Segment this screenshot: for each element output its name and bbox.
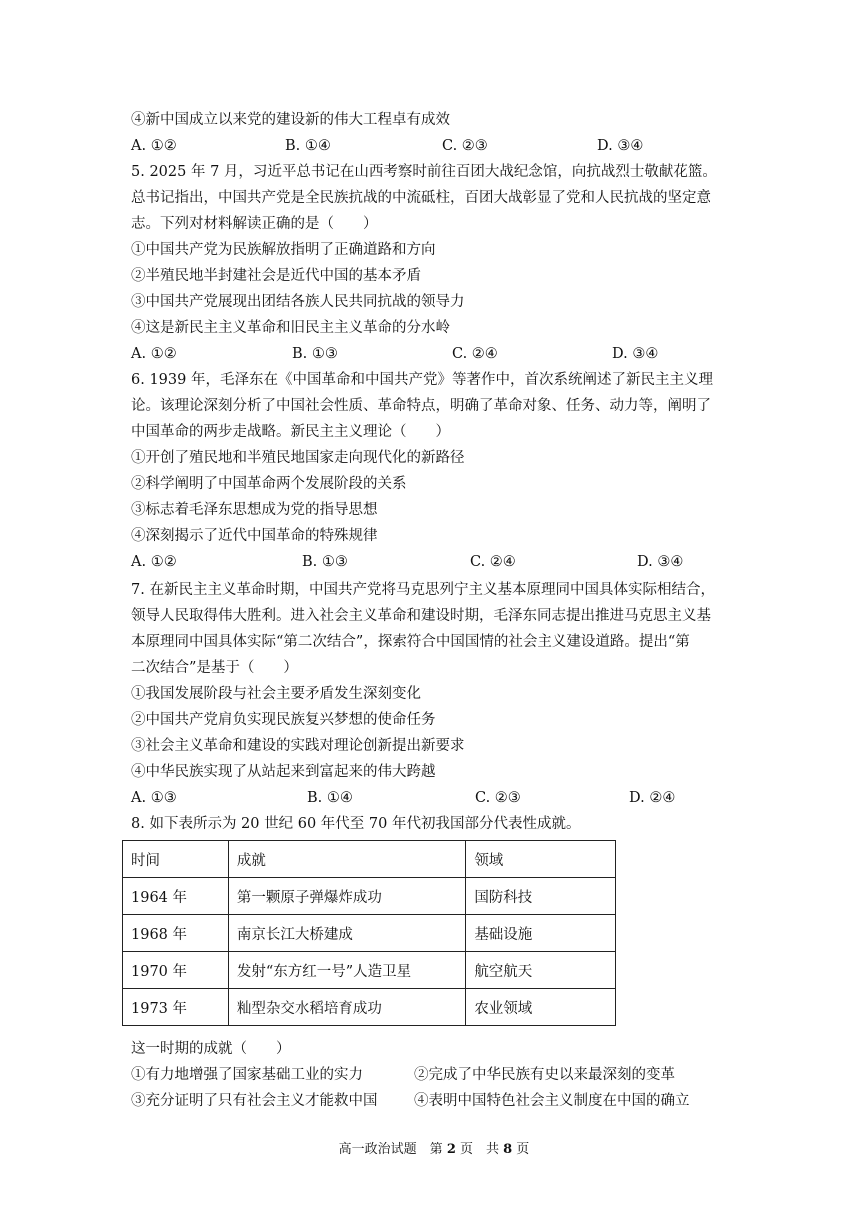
q5-option-b: B. ①③: [292, 346, 338, 362]
table-cell-year: 1964 年: [123, 878, 229, 915]
table-cell-field: 国防科技: [466, 878, 616, 915]
q6-item-3: ③标志着毛泽东思想成为党的指导思想: [131, 502, 378, 518]
table-cell-field: 航空航天: [466, 952, 616, 989]
table-header-cell: 成就: [228, 841, 465, 878]
q7-options: [131, 789, 691, 807]
achievements-table: [122, 840, 616, 1026]
q7-option-c: C. ②③: [475, 790, 521, 806]
q7-item-3: ③社会主义革命和建设的实践对理论创新提出新要求: [131, 738, 465, 754]
table-cell-field: 基础设施: [466, 915, 616, 952]
q4-option-b: B. ①④: [285, 138, 331, 154]
q4-options: [131, 137, 691, 155]
table-cell-achievement: 第一颗原子弹爆炸成功: [228, 878, 465, 915]
page-footer: [0, 1138, 868, 1157]
q5-stem-line-2: 总书记指出，中国共产党是全民族抗战的中流砥柱，百团大战彰显了党和人民抗战的坚定意: [131, 190, 711, 206]
table-cell-achievement: 籼型杂交水稻培育成功: [228, 989, 465, 1026]
q6-item-2: ②科学阐明了中国革命两个发展阶段的关系: [131, 476, 407, 492]
q7-option-d: D. ②④: [629, 790, 676, 806]
q7-stem-line-4: 二次结合”是基于（ ）: [131, 660, 298, 676]
q4-option-a: A. ①②: [131, 138, 177, 154]
q7-stem-line-2: 领导人民取得伟大胜利。进入社会主义革命和建设时期，毛泽东同志提出推进马克思主义基: [131, 608, 711, 624]
table-cell-year: 1968 年: [123, 915, 229, 952]
q5-item-2: ②半殖民地半封建社会是近代中国的基本矛盾: [131, 268, 421, 284]
footer-prefix: 高一政治试题 第: [338, 1142, 447, 1157]
table-row: [123, 989, 616, 1026]
q5-options: [131, 345, 691, 363]
table-cell-year: 1973 年: [123, 989, 229, 1026]
q7-option-b: B. ①④: [307, 790, 353, 806]
q8-item-1: ①有力地增强了国家基础工业的实力: [131, 1067, 363, 1083]
q6-item-1: ①开创了殖民地和半殖民地国家走向现代化的新路径: [131, 450, 465, 466]
q7-stem-line-1: 7. 在新民主主义革命时期，中国共产党将马克思列宁主义基本原理同中国具体实际相结合，: [131, 582, 715, 598]
table-header-cell: 领域: [466, 841, 616, 878]
q7-item-2: ②中国共产党肩负实现民族复兴梦想的使命任务: [131, 712, 436, 728]
q5-stem-line-1: 5. 2025 年 7 月，习近平总书记在山西考察时前往百团大战纪念馆，向抗战烈士敬献花篮。: [131, 164, 717, 180]
q7-item-1: ①我国发展阶段与社会主要矛盾发生深刻变化: [131, 686, 421, 702]
q6-option-c: C. ②④: [470, 554, 516, 570]
q6-option-d: D. ③④: [637, 554, 684, 570]
q5-stem-line-3: 志。下列对材料解读正确的是（ ）: [131, 216, 378, 232]
q8-question: 这一时期的成就（ ）: [131, 1041, 291, 1057]
q6-option-b: B. ①③: [302, 554, 348, 570]
table-row: [123, 915, 616, 952]
q8-intro: 8. 如下表所示为 20 世纪 60 年代至 70 年代初我国部分代表性成就。: [131, 816, 581, 832]
table-row: [123, 952, 616, 989]
table-cell-achievement: 南京长江大桥建成: [228, 915, 465, 952]
q6-option-a: A. ①②: [131, 554, 177, 570]
footer-total-pages: 8: [503, 1142, 513, 1157]
footer-page-number: 2: [446, 1142, 456, 1157]
table-cell-year: 1970 年: [123, 952, 229, 989]
q8-item-3: ③充分证明了只有社会主义才能救中国: [131, 1093, 378, 1109]
table-header-row: [123, 841, 616, 878]
q5-item-1: ①中国共产党为民族解放指明了正确道路和方向: [131, 242, 436, 258]
q4-item-4: ④新中国成立以来党的建设新的伟大工程卓有成效: [131, 112, 450, 128]
table-cell-field: 农业领域: [466, 989, 616, 1026]
q6-stem-line-2: 论。该理论深刻分析了中国社会性质、革命特点，明确了革命对象、任务、动力等，阐明了: [131, 398, 711, 414]
q6-options: [131, 553, 691, 571]
q8-item-4: ④表明中国特色社会主义制度在中国的确立: [414, 1093, 690, 1109]
q5-item-3: ③中国共产党展现出团结各族人民共同抗战的领导力: [131, 294, 465, 310]
footer-middle: 页 共: [455, 1142, 504, 1157]
table-cell-achievement: 发射“东方红一号”人造卫星: [228, 952, 465, 989]
table-row: [123, 878, 616, 915]
table-header-cell: 时间: [123, 841, 229, 878]
q5-option-c: C. ②④: [452, 346, 498, 362]
q6-stem-line-3: 中国革命的两步走战略。新民主主义理论（ ）: [131, 424, 450, 440]
q4-option-d: D. ③④: [597, 138, 644, 154]
q4-option-c: C. ②③: [442, 138, 488, 154]
footer-suffix: 页: [512, 1142, 530, 1157]
q5-option-d: D. ③④: [612, 346, 659, 362]
q8-item-2: ②完成了中华民族有史以来最深刻的变革: [414, 1067, 675, 1083]
q6-stem-line-1: 6. 1939 年，毛泽东在《中国革命和中国共产党》等著作中，首次系统阐述了新民主主义理: [131, 372, 713, 388]
q7-stem-line-3: 本原理同中国具体实际“第二次结合”，探索符合中国国情的社会主义建设道路。提出“第: [131, 634, 690, 650]
q6-item-4: ④深刻揭示了近代中国革命的特殊规律: [131, 528, 378, 544]
q7-option-a: A. ①③: [131, 790, 177, 806]
q7-item-4: ④中华民族实现了从站起来到富起来的伟大跨越: [131, 764, 436, 780]
q5-option-a: A. ①②: [131, 346, 177, 362]
q5-item-4: ④这是新民主主义革命和旧民主主义革命的分水岭: [131, 320, 450, 336]
